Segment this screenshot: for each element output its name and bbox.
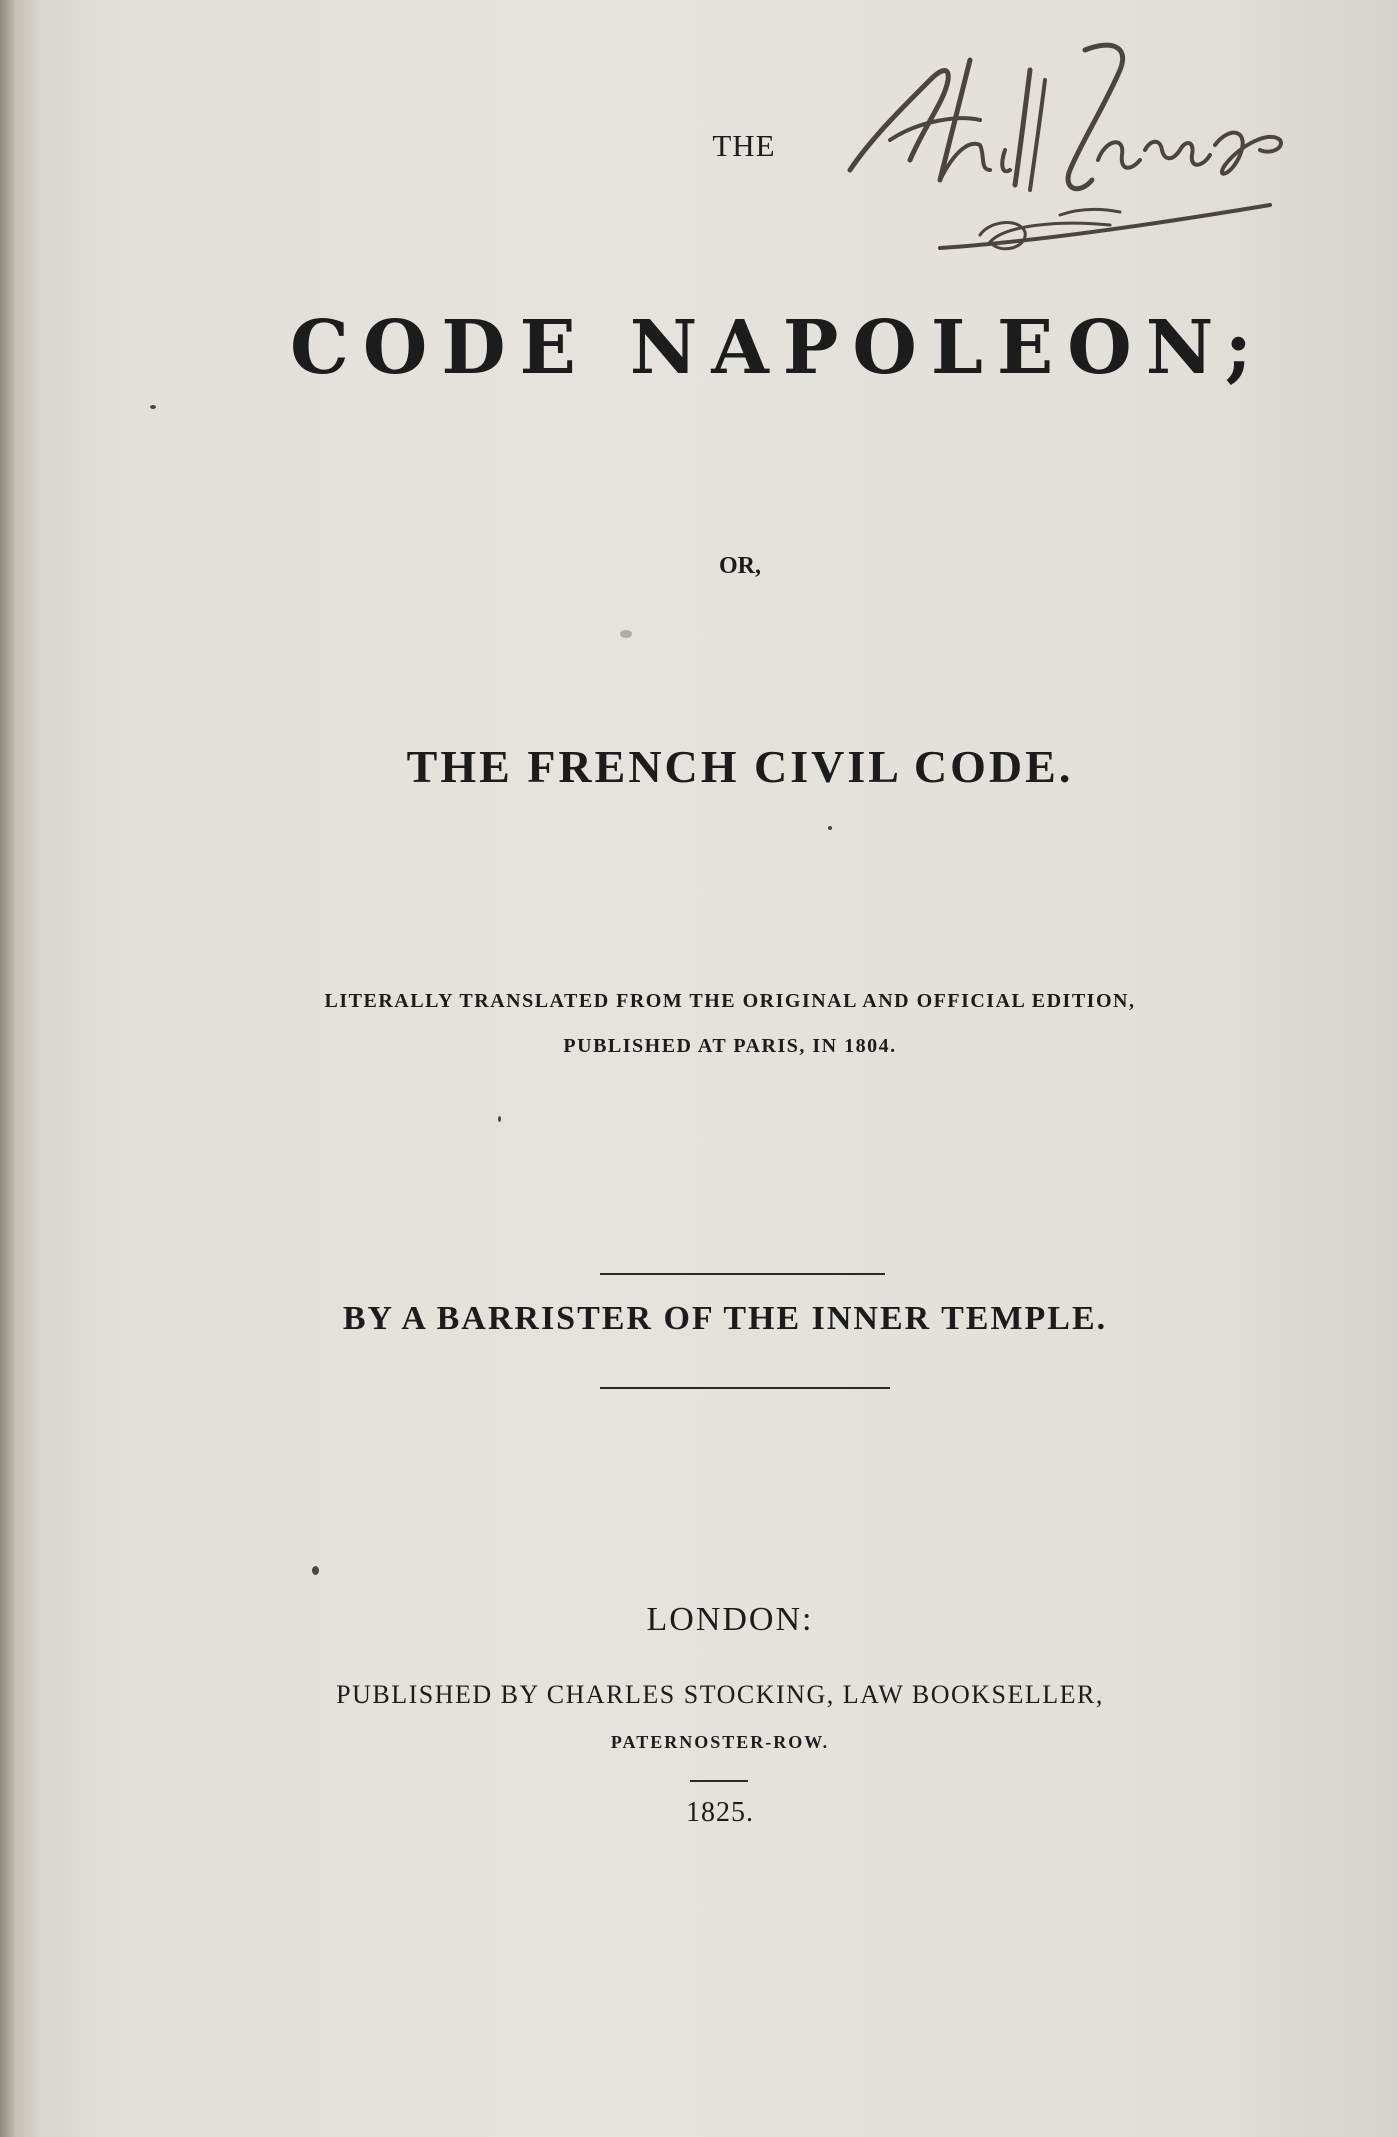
handwritten-signature	[830, 20, 1310, 270]
divider-rule-short	[690, 1780, 748, 1782]
book-spine-edge	[0, 0, 14, 2137]
subtitle: THE FRENCH CIVIL CODE.	[406, 741, 1074, 792]
imprint-place: LONDON:	[646, 1601, 814, 1638]
author-line: BY A BARRISTER OF THE INNER TEMPLE.	[342, 1300, 1108, 1337]
imprint-address: PATERNOSTER-ROW.	[610, 1732, 830, 1752]
paper-speck	[498, 1116, 501, 1122]
translation-note-line-2: PUBLISHED AT PARIS, IN 1804.	[563, 1035, 897, 1057]
title-prefix: THE	[712, 128, 776, 163]
paper-speck	[620, 630, 632, 638]
title-conjunction: OR,	[719, 553, 761, 579]
main-title: CODE NAPOLEON;	[290, 305, 1267, 391]
paper-speck	[312, 1566, 319, 1575]
imprint-publisher: PUBLISHED BY CHARLES STOCKING, LAW BOOKSELLER,	[336, 1680, 1104, 1709]
paper-speck	[828, 826, 832, 830]
paper-speck	[150, 405, 156, 409]
divider-rule-top	[600, 1273, 885, 1275]
divider-rule-bottom	[600, 1387, 890, 1389]
imprint-year: 1825.	[686, 1797, 754, 1828]
translation-note-line-1: LITERALLY TRANSLATED FROM THE ORIGINAL AND OFFICIAL EDITION,	[324, 990, 1136, 1012]
